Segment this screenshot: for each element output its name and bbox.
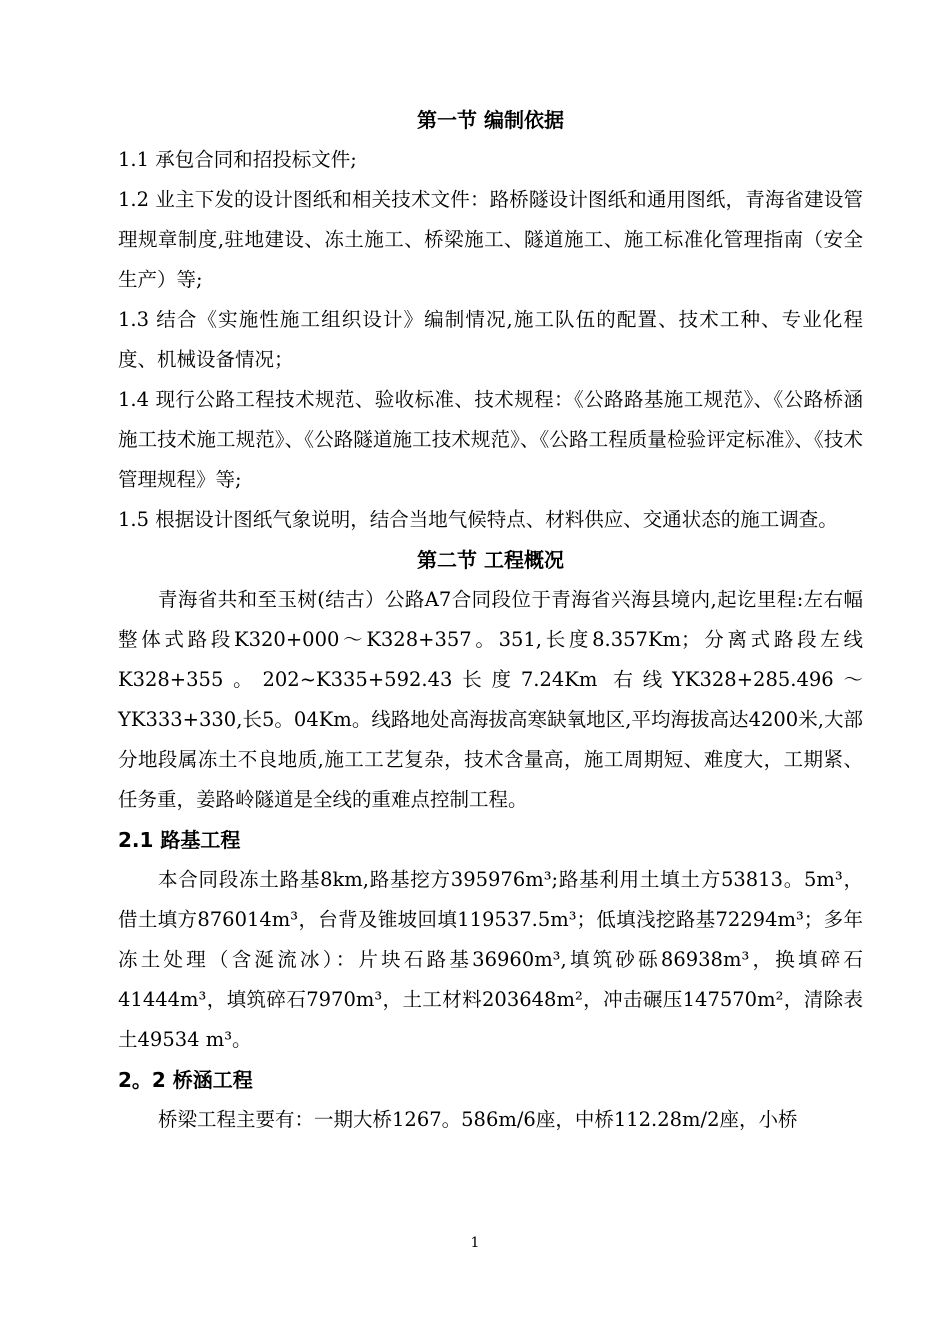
section-1-title: 第一节 编制依据 <box>417 108 564 132</box>
section-2-intro: 青海省共和至玉树(结古）公路A7合同段位于青海省兴海县境内,起讫里程:左右幅整体式路段K320+000～K328+357。351,长度8.357Km；分离式路段左线K328+355。202~K335+592.43长度7.24Km 右线YK328+285.496～YK333+330,长5。04Km。线路地处高海拔高寒缺氧地区,平均海拔高达4200米,大部分地段属冻土不良地质,施工工艺复杂，技术含量高，施工周期短、难度大，工期紧、任务重，姜路岭隧道是全线的重难点控制工程。 <box>118 588 863 811</box>
page-number: 1 <box>470 1235 480 1251</box>
section-2-title: 第二节 工程概况 <box>417 548 564 572</box>
subsection-2-1-title: 2.1 路基工程 <box>118 828 241 852</box>
subsection-2-2-title: 2。2 桥涵工程 <box>118 1068 253 1092</box>
section-1-item-5: 1.5 根据设计图纸气象说明，结合当地气候特点、材料供应、交通状态的施工调查。 <box>118 508 838 531</box>
subsection-2-2-text: 桥梁工程主要有：一期大桥1267。586m/6座，中桥112.28m/2座，小桥 <box>158 1108 798 1131</box>
section-1-item-2: 1.2 业主下发的设计图纸和相关技术文件：路桥隧设计图纸和通用图纸，青海省建设管理规章制度,驻地建设、冻土施工、桥梁施工、隧道施工、施工标准化管理指南（安全生产）等; <box>118 188 863 291</box>
section-1-item-4: 1.4 现行公路工程技术规范、验收标准、技术规程：《公路路基施工规范》、《公路桥涵施工技术施工规范》、《公路隧道施工技术规范》、《公路工程质量检验评定标准》、《技术管理规程》等; <box>118 388 863 491</box>
subsection-2-1-text: 本合同段冻土路基8km,路基挖方395976m³;路基利用土填土方53813。5m³，借土填方876014m³，台背及锥坡回填119537.5m³；低填浅挖路基72294m³；多年冻土处理（含涎流冰）：片块石路基36960m³,填筑砂砾86938m³，换填碎石41444m³，填筑碎石7970m³，土工材料203648m²，冲击碾压147570m²，清除表土49534 m³。 <box>118 868 863 1051</box>
document-page <box>118 100 863 1140</box>
section-1-item-3: 1.3 结合《实施性施工组织设计》编制情况,施工队伍的配置、技术工种、专业化程度、机械设备情况； <box>118 308 863 371</box>
section-1-item-1: 1.1 承包合同和招投标文件; <box>118 148 357 171</box>
